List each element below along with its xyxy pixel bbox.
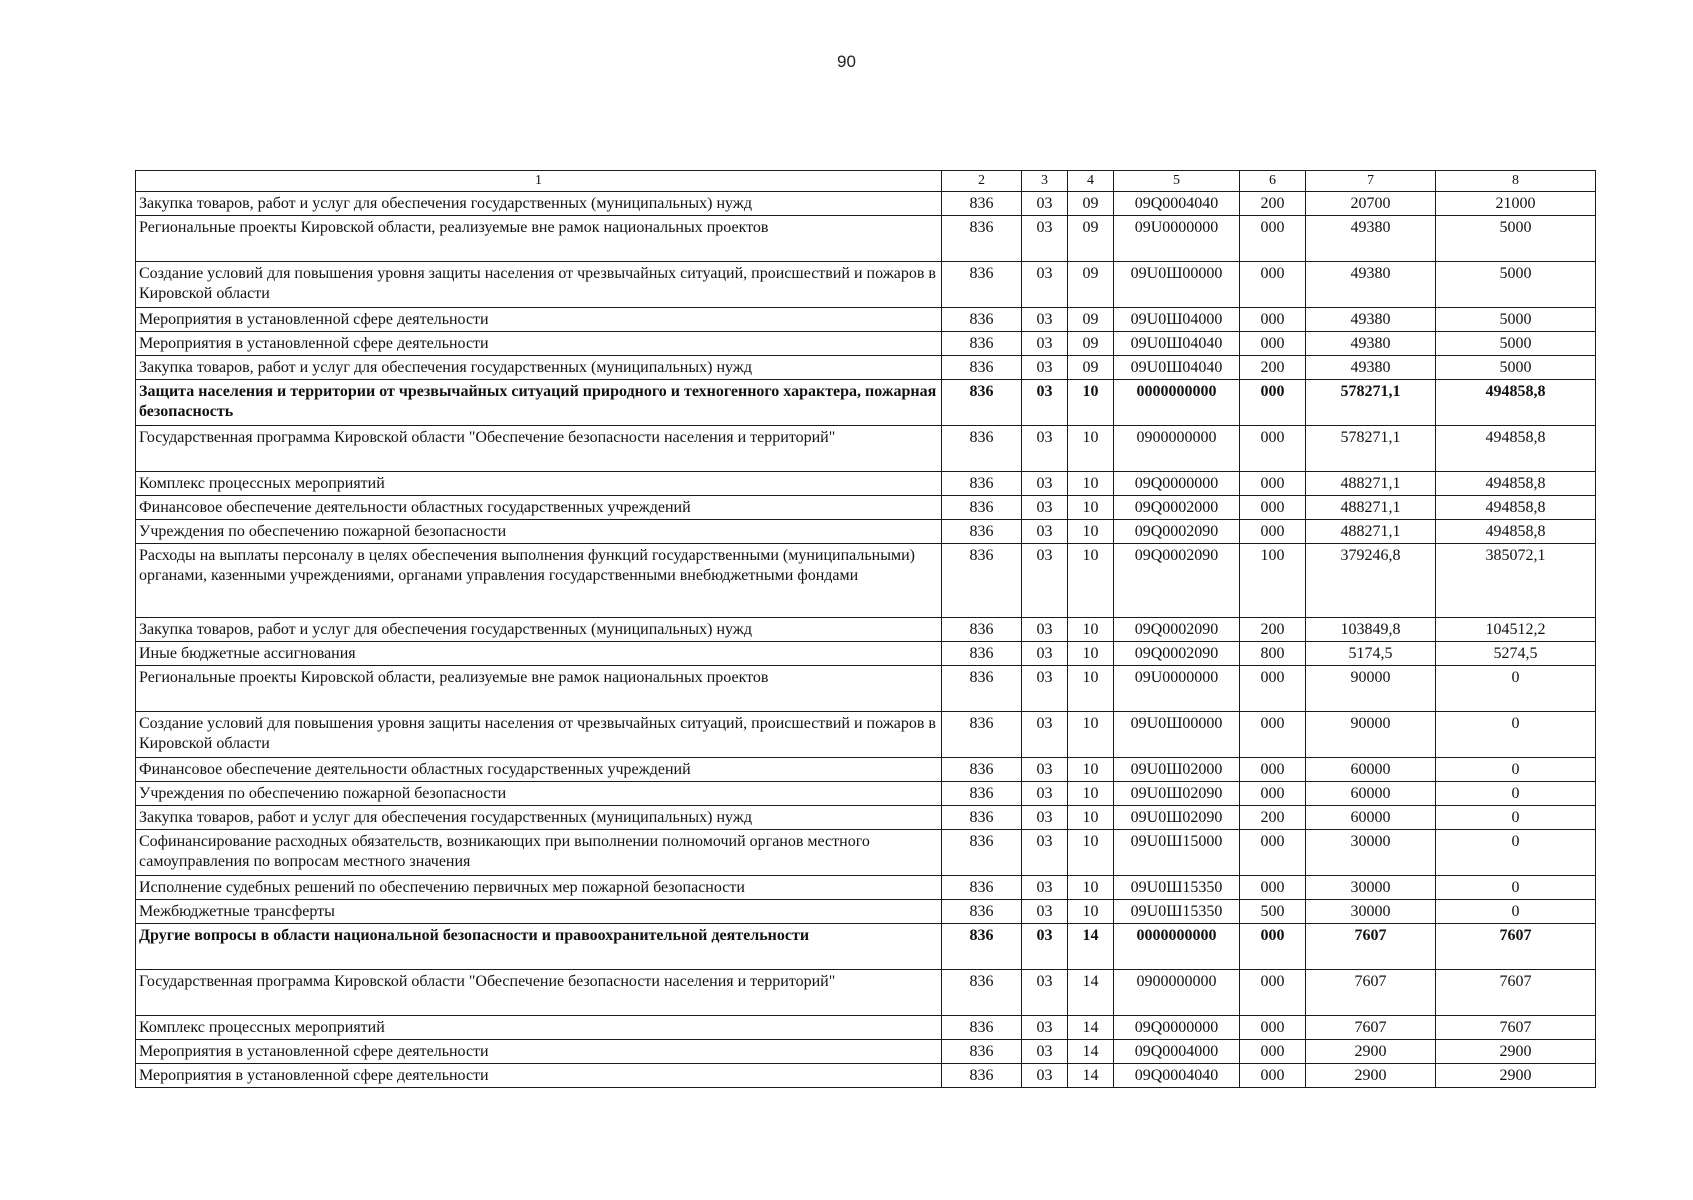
row-col2-cell: 836 (942, 308, 1022, 332)
row-col8-cell: 494858,8 (1436, 426, 1596, 472)
row-col5-cell: 0900000000 (1114, 970, 1240, 1016)
row-col6-cell: 800 (1240, 642, 1306, 666)
row-col7-cell: 49380 (1306, 262, 1436, 308)
row-col5-cell: 09U0Ш04040 (1114, 356, 1240, 380)
row-name-cell: Учреждения по обеспечению пожарной безопасности (136, 782, 942, 806)
row-col3-cell: 03 (1022, 618, 1068, 642)
col-header-3: 3 (1022, 171, 1068, 192)
table-row (136, 1040, 1596, 1064)
row-col6-cell: 000 (1240, 308, 1306, 332)
row-col7-cell: 30000 (1306, 876, 1436, 900)
table-row (136, 426, 1596, 472)
row-col6-cell: 000 (1240, 380, 1306, 426)
row-col4-cell: 10 (1068, 782, 1114, 806)
row-col6-cell: 000 (1240, 876, 1306, 900)
row-col4-cell: 10 (1068, 426, 1114, 472)
row-col3-cell: 03 (1022, 758, 1068, 782)
col-header-2: 2 (942, 171, 1022, 192)
col-header-7: 7 (1306, 171, 1436, 192)
row-col8-cell: 0 (1436, 806, 1596, 830)
row-col6-cell: 200 (1240, 618, 1306, 642)
table-row (136, 900, 1596, 924)
table-row (136, 380, 1596, 426)
row-col7-cell: 7607 (1306, 924, 1436, 970)
row-col8-cell: 0 (1436, 900, 1596, 924)
row-col8-cell: 385072,1 (1436, 544, 1596, 618)
row-col6-cell: 100 (1240, 544, 1306, 618)
table-row (136, 332, 1596, 356)
row-col8-cell: 5000 (1436, 262, 1596, 308)
row-col3-cell: 03 (1022, 1040, 1068, 1064)
row-col2-cell: 836 (942, 544, 1022, 618)
row-col5-cell: 09Q0002000 (1114, 496, 1240, 520)
row-name-cell: Закупка товаров, работ и услуг для обеспечения государственных (муниципальных) нужд (136, 806, 942, 830)
row-col7-cell: 30000 (1306, 830, 1436, 876)
row-col7-cell: 30000 (1306, 900, 1436, 924)
row-col4-cell: 10 (1068, 806, 1114, 830)
row-name-cell: Финансовое обеспечение деятельности областных государственных учреждений (136, 758, 942, 782)
row-col6-cell: 000 (1240, 216, 1306, 262)
row-col2-cell: 836 (942, 618, 1022, 642)
row-col4-cell: 14 (1068, 1040, 1114, 1064)
table-row (136, 216, 1596, 262)
row-col2-cell: 836 (942, 380, 1022, 426)
row-col4-cell: 10 (1068, 642, 1114, 666)
table-body (136, 192, 1596, 1088)
table-row (136, 830, 1596, 876)
row-col8-cell: 5000 (1436, 356, 1596, 380)
row-name-cell: Закупка товаров, работ и услуг для обеспечения государственных (муниципальных) нужд (136, 192, 942, 216)
row-col6-cell: 000 (1240, 758, 1306, 782)
row-col7-cell: 488271,1 (1306, 496, 1436, 520)
row-col4-cell: 09 (1068, 308, 1114, 332)
table-row (136, 472, 1596, 496)
row-col5-cell: 09U0Ш02000 (1114, 758, 1240, 782)
row-col8-cell: 0 (1436, 712, 1596, 758)
row-col7-cell: 488271,1 (1306, 472, 1436, 496)
row-col4-cell: 10 (1068, 876, 1114, 900)
table-row (136, 924, 1596, 970)
row-col8-cell: 2900 (1436, 1040, 1596, 1064)
row-col2-cell: 836 (942, 806, 1022, 830)
row-col4-cell: 09 (1068, 192, 1114, 216)
table-row (136, 544, 1596, 618)
row-col8-cell: 494858,8 (1436, 380, 1596, 426)
row-col8-cell: 494858,8 (1436, 520, 1596, 544)
table-row (136, 970, 1596, 1016)
col-header-8: 8 (1436, 171, 1596, 192)
row-col3-cell: 03 (1022, 216, 1068, 262)
row-col3-cell: 03 (1022, 496, 1068, 520)
col-header-1: 1 (136, 171, 942, 192)
row-col7-cell: 2900 (1306, 1064, 1436, 1088)
row-col8-cell: 494858,8 (1436, 472, 1596, 496)
row-col3-cell: 03 (1022, 712, 1068, 758)
row-col3-cell: 03 (1022, 876, 1068, 900)
row-col5-cell: 09U0Ш15350 (1114, 900, 1240, 924)
row-col4-cell: 10 (1068, 472, 1114, 496)
row-col4-cell: 10 (1068, 520, 1114, 544)
row-col2-cell: 836 (942, 830, 1022, 876)
row-col5-cell: 09U0Ш15350 (1114, 876, 1240, 900)
table-row (136, 308, 1596, 332)
row-col8-cell: 0 (1436, 782, 1596, 806)
row-col2-cell: 836 (942, 876, 1022, 900)
row-name-cell: Мероприятия в установленной сфере деятельности (136, 1064, 942, 1088)
table-row (136, 782, 1596, 806)
row-col2-cell: 836 (942, 666, 1022, 712)
row-col4-cell: 14 (1068, 924, 1114, 970)
row-name-cell: Мероприятия в установленной сфере деятельности (136, 308, 942, 332)
row-name-cell: Региональные проекты Кировской области, реализуемые вне рамок национальных проектов (136, 666, 942, 712)
row-col2-cell: 836 (942, 758, 1022, 782)
row-col6-cell: 000 (1240, 1064, 1306, 1088)
row-col4-cell: 14 (1068, 1064, 1114, 1088)
row-col6-cell: 000 (1240, 970, 1306, 1016)
row-col7-cell: 60000 (1306, 758, 1436, 782)
row-col7-cell: 49380 (1306, 356, 1436, 380)
row-col6-cell: 200 (1240, 356, 1306, 380)
row-col3-cell: 03 (1022, 1064, 1068, 1088)
table-row (136, 806, 1596, 830)
row-name-cell: Мероприятия в установленной сфере деятельности (136, 1040, 942, 1064)
row-col8-cell: 0 (1436, 666, 1596, 712)
table-row (136, 262, 1596, 308)
row-col8-cell: 5000 (1436, 216, 1596, 262)
row-col8-cell: 21000 (1436, 192, 1596, 216)
row-name-cell: Финансовое обеспечение деятельности областных государственных учреждений (136, 496, 942, 520)
row-col5-cell: 0000000000 (1114, 924, 1240, 970)
row-col3-cell: 03 (1022, 356, 1068, 380)
row-col6-cell: 000 (1240, 782, 1306, 806)
row-col6-cell: 000 (1240, 830, 1306, 876)
row-col2-cell: 836 (942, 192, 1022, 216)
row-col5-cell: 09U0Ш15000 (1114, 830, 1240, 876)
row-col4-cell: 14 (1068, 1016, 1114, 1040)
row-col8-cell: 494858,8 (1436, 496, 1596, 520)
row-col5-cell: 09U0Ш02090 (1114, 806, 1240, 830)
row-name-cell: Учреждения по обеспечению пожарной безопасности (136, 520, 942, 544)
table-row (136, 642, 1596, 666)
row-col3-cell: 03 (1022, 1016, 1068, 1040)
budget-table (135, 170, 1596, 1088)
row-col7-cell: 90000 (1306, 712, 1436, 758)
row-col4-cell: 10 (1068, 830, 1114, 876)
row-col5-cell: 0000000000 (1114, 380, 1240, 426)
row-col3-cell: 03 (1022, 924, 1068, 970)
page-number: 90 (837, 52, 856, 71)
row-col8-cell: 104512,2 (1436, 618, 1596, 642)
row-col5-cell: 0900000000 (1114, 426, 1240, 472)
row-col4-cell: 10 (1068, 666, 1114, 712)
row-col2-cell: 836 (942, 356, 1022, 380)
row-col3-cell: 03 (1022, 472, 1068, 496)
row-col3-cell: 03 (1022, 830, 1068, 876)
row-name-cell: Региональные проекты Кировской области, реализуемые вне рамок национальных проектов (136, 216, 942, 262)
row-col7-cell: 379246,8 (1306, 544, 1436, 618)
row-col5-cell: 09U0Ш04000 (1114, 308, 1240, 332)
row-name-cell: Иные бюджетные ассигнования (136, 642, 942, 666)
row-col7-cell: 2900 (1306, 1040, 1436, 1064)
col-header-4: 4 (1068, 171, 1114, 192)
row-col3-cell: 03 (1022, 262, 1068, 308)
row-col8-cell: 5000 (1436, 332, 1596, 356)
row-col2-cell: 836 (942, 1016, 1022, 1040)
table-row (136, 618, 1596, 642)
row-name-cell: Создание условий для повышения уровня защиты населения от чрезвычайных ситуаций, происшествий и пожаров в Кировской области (136, 712, 942, 758)
row-col6-cell: 200 (1240, 192, 1306, 216)
row-col5-cell: 09U0000000 (1114, 216, 1240, 262)
table-row (136, 758, 1596, 782)
row-col3-cell: 03 (1022, 308, 1068, 332)
row-col3-cell: 03 (1022, 192, 1068, 216)
row-col2-cell: 836 (942, 332, 1022, 356)
row-col5-cell: 09Q0002090 (1114, 642, 1240, 666)
row-col2-cell: 836 (942, 472, 1022, 496)
row-name-cell: Софинансирование расходных обязательств, возникающих при выполнении полномочий органов местного самоуправления по вопросам местного значения (136, 830, 942, 876)
row-col5-cell: 09U0Ш04040 (1114, 332, 1240, 356)
row-col5-cell: 09U0000000 (1114, 666, 1240, 712)
row-col4-cell: 10 (1068, 900, 1114, 924)
row-col2-cell: 836 (942, 216, 1022, 262)
row-col2-cell: 836 (942, 642, 1022, 666)
row-col8-cell: 7607 (1436, 1016, 1596, 1040)
table-row (136, 356, 1596, 380)
row-col8-cell: 0 (1436, 876, 1596, 900)
row-col6-cell: 000 (1240, 332, 1306, 356)
row-col5-cell: 09Q0002090 (1114, 520, 1240, 544)
row-col5-cell: 09Q0004000 (1114, 1040, 1240, 1064)
row-col6-cell: 000 (1240, 666, 1306, 712)
row-col3-cell: 03 (1022, 806, 1068, 830)
row-col2-cell: 836 (942, 1040, 1022, 1064)
table-row (136, 496, 1596, 520)
row-col4-cell: 09 (1068, 262, 1114, 308)
row-col4-cell: 09 (1068, 356, 1114, 380)
table-row (136, 1016, 1596, 1040)
table-row (136, 876, 1596, 900)
row-col7-cell: 60000 (1306, 806, 1436, 830)
row-col4-cell: 10 (1068, 544, 1114, 618)
row-col7-cell: 578271,1 (1306, 380, 1436, 426)
row-col2-cell: 836 (942, 712, 1022, 758)
row-col6-cell: 000 (1240, 924, 1306, 970)
row-col5-cell: 09U0Ш00000 (1114, 262, 1240, 308)
col-header-5: 5 (1114, 171, 1240, 192)
row-col3-cell: 03 (1022, 380, 1068, 426)
row-col3-cell: 03 (1022, 520, 1068, 544)
table-row (136, 192, 1596, 216)
row-col4-cell: 10 (1068, 496, 1114, 520)
row-col4-cell: 09 (1068, 332, 1114, 356)
row-col2-cell: 836 (942, 782, 1022, 806)
row-col7-cell: 103849,8 (1306, 618, 1436, 642)
row-col7-cell: 49380 (1306, 308, 1436, 332)
row-name-cell: Другие вопросы в области национальной безопасности и правоохранительной деятельности (136, 924, 942, 970)
row-col3-cell: 03 (1022, 642, 1068, 666)
row-col5-cell: 09Q0004040 (1114, 1064, 1240, 1088)
table-row (136, 666, 1596, 712)
row-col6-cell: 000 (1240, 426, 1306, 472)
table-row (136, 1064, 1596, 1088)
row-col3-cell: 03 (1022, 900, 1068, 924)
row-name-cell: Комплекс процессных мероприятий (136, 472, 942, 496)
table-row (136, 712, 1596, 758)
row-col2-cell: 836 (942, 1064, 1022, 1088)
row-col7-cell: 7607 (1306, 970, 1436, 1016)
row-col4-cell: 14 (1068, 970, 1114, 1016)
row-col6-cell: 000 (1240, 472, 1306, 496)
table-row (136, 520, 1596, 544)
row-col3-cell: 03 (1022, 782, 1068, 806)
row-col7-cell: 60000 (1306, 782, 1436, 806)
row-col7-cell: 7607 (1306, 1016, 1436, 1040)
row-name-cell: Закупка товаров, работ и услуг для обеспечения государственных (муниципальных) нужд (136, 618, 942, 642)
row-col8-cell: 0 (1436, 830, 1596, 876)
row-col3-cell: 03 (1022, 426, 1068, 472)
row-name-cell: Межбюджетные трансферты (136, 900, 942, 924)
row-name-cell: Защита населения и территории от чрезвычайных ситуаций природного и техногенного характера, пожарная безопасность (136, 380, 942, 426)
row-col7-cell: 49380 (1306, 332, 1436, 356)
row-name-cell: Мероприятия в установленной сфере деятельности (136, 332, 942, 356)
row-col8-cell: 5000 (1436, 308, 1596, 332)
row-name-cell: Государственная программа Кировской области "Обеспечение безопасности населения и территорий" (136, 426, 942, 472)
row-col7-cell: 20700 (1306, 192, 1436, 216)
row-col8-cell: 5274,5 (1436, 642, 1596, 666)
row-col2-cell: 836 (942, 900, 1022, 924)
row-col5-cell: 09Q0004040 (1114, 192, 1240, 216)
row-col4-cell: 10 (1068, 712, 1114, 758)
row-col5-cell: 09Q0000000 (1114, 1016, 1240, 1040)
row-col7-cell: 488271,1 (1306, 520, 1436, 544)
row-col6-cell: 000 (1240, 262, 1306, 308)
row-name-cell: Исполнение судебных решений по обеспечению первичных мер пожарной безопасности (136, 876, 942, 900)
row-col3-cell: 03 (1022, 332, 1068, 356)
row-col8-cell: 7607 (1436, 924, 1596, 970)
row-col3-cell: 03 (1022, 970, 1068, 1016)
row-col4-cell: 10 (1068, 618, 1114, 642)
row-col2-cell: 836 (942, 496, 1022, 520)
row-col8-cell: 0 (1436, 758, 1596, 782)
row-col6-cell: 000 (1240, 520, 1306, 544)
row-col7-cell: 90000 (1306, 666, 1436, 712)
row-col6-cell: 500 (1240, 900, 1306, 924)
row-col8-cell: 7607 (1436, 970, 1596, 1016)
row-col4-cell: 10 (1068, 380, 1114, 426)
row-col5-cell: 09Q0002090 (1114, 544, 1240, 618)
row-col6-cell: 000 (1240, 1040, 1306, 1064)
row-col6-cell: 000 (1240, 712, 1306, 758)
row-col7-cell: 578271,1 (1306, 426, 1436, 472)
row-col5-cell: 09U0Ш02090 (1114, 782, 1240, 806)
col-header-6: 6 (1240, 171, 1306, 192)
row-name-cell: Расходы на выплаты персоналу в целях обеспечения выполнения функций государственными (муниципальными) органами, казенными учреждениями, органами управления государственными внебюджетными фондами (136, 544, 942, 618)
row-col2-cell: 836 (942, 970, 1022, 1016)
row-col6-cell: 200 (1240, 806, 1306, 830)
row-col4-cell: 10 (1068, 758, 1114, 782)
row-col6-cell: 000 (1240, 1016, 1306, 1040)
row-col7-cell: 5174,5 (1306, 642, 1436, 666)
row-name-cell: Создание условий для повышения уровня защиты населения от чрезвычайных ситуаций, происшествий и пожаров в Кировской области (136, 262, 942, 308)
row-col5-cell: 09Q0002090 (1114, 618, 1240, 642)
row-col6-cell: 000 (1240, 496, 1306, 520)
row-col3-cell: 03 (1022, 666, 1068, 712)
row-col2-cell: 836 (942, 924, 1022, 970)
row-col2-cell: 836 (942, 262, 1022, 308)
row-name-cell: Государственная программа Кировской области "Обеспечение безопасности населения и территорий" (136, 970, 942, 1016)
row-name-cell: Закупка товаров, работ и услуг для обеспечения государственных (муниципальных) нужд (136, 356, 942, 380)
row-col5-cell: 09U0Ш00000 (1114, 712, 1240, 758)
row-col3-cell: 03 (1022, 544, 1068, 618)
row-name-cell: Комплекс процессных мероприятий (136, 1016, 942, 1040)
row-col5-cell: 09Q0000000 (1114, 472, 1240, 496)
row-col8-cell: 2900 (1436, 1064, 1596, 1088)
table-header-row (136, 171, 1596, 192)
row-col2-cell: 836 (942, 426, 1022, 472)
row-col4-cell: 09 (1068, 216, 1114, 262)
row-col2-cell: 836 (942, 520, 1022, 544)
row-col7-cell: 49380 (1306, 216, 1436, 262)
